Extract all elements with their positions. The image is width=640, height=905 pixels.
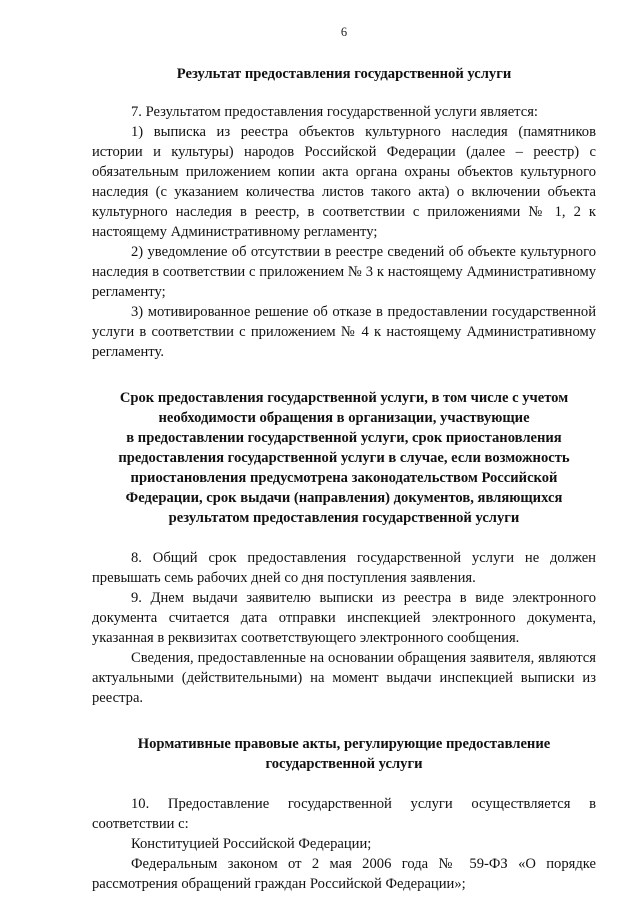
heading-line: приостановления предусмотрена законодательством Российской [130, 470, 558, 486]
section-legal-acts-heading [92, 734, 596, 774]
heading-line: необходимости обращения в организации, участвующие [158, 410, 530, 426]
section-legal-acts [92, 734, 596, 894]
section-result-heading: Результат предоставления государственной услуги [176, 66, 512, 82]
paragraph-7-item-1: 1) выписка из реестра объектов культурного наследия (памятников истории и культуры) народов Российской Федерации (далее – реестр) с обязательным приложением копии акта органа охраны объектов культурного наследия (с указанием количества листов такого акта) о включении объекта культурного наследия в реестр, в соответствии с приложениями № 1, 2 к настоящему Административному регламенту; [92, 124, 596, 240]
heading-line: результатом предоставления государственной услуги [168, 510, 520, 526]
heading-line: государственной услуги [265, 756, 423, 772]
heading-line: Срок предоставления государственной услуги, в том числе с учетом [119, 390, 569, 406]
section-term [92, 388, 596, 708]
paragraph-10: 10. Предоставление государственной услуги осуществляется в соответствии с: [92, 796, 596, 832]
heading-line: в предоставлении государственной услуги, срок приостановления [126, 430, 562, 446]
paragraph-7: 7. Результатом предоставления государственной услуги является: [131, 104, 538, 120]
paragraph-9: 9. Днем выдачи заявителю выписки из реестра в виде электронного документа считается дата отправки инспекцией электронного документа, указанная в реквизитах соответствующего электронного сообщения. [92, 590, 596, 646]
paragraph-10-federal-law: Федеральным законом от 2 мая 2006 года № 59-ФЗ «О порядке рассмотрения обращений граждан Российской Федерации»; [92, 856, 596, 892]
paragraph-9-info: Сведения, предоставленные на основании обращения заявителя, являются актуальными (действительными) на момент выдачи инспекцией выписки из реестра. [92, 650, 596, 706]
heading-line: Федерации, срок выдачи (направления) документов, являющихся [125, 490, 563, 506]
paragraph-8: 8. Общий срок предоставления государственной услуги не должен превышать семь рабочих дней со дня поступления заявления. [92, 550, 596, 586]
section-term-heading [92, 388, 596, 528]
heading-line: предоставления государственной услуги в случае, если возможность [118, 450, 570, 466]
page-number: 6 [340, 25, 348, 39]
paragraph-7-item-2: 2) уведомление об отсутствии в реестре сведений об объекте культурного наследия в соответствии с приложением № 3 к настоящему Административному регламенту; [92, 244, 596, 300]
paragraph-7-item-3: 3) мотивированное решение об отказе в предоставлении государственной услуги в соответствии с приложением № 4 к настоящему Административному регламенту. [92, 304, 596, 360]
paragraph-10-constitution: Конституцией Российской Федерации; [131, 836, 372, 852]
heading-line: Нормативные правовые акты, регулирующие предоставление [137, 736, 551, 752]
section-result [92, 64, 596, 362]
